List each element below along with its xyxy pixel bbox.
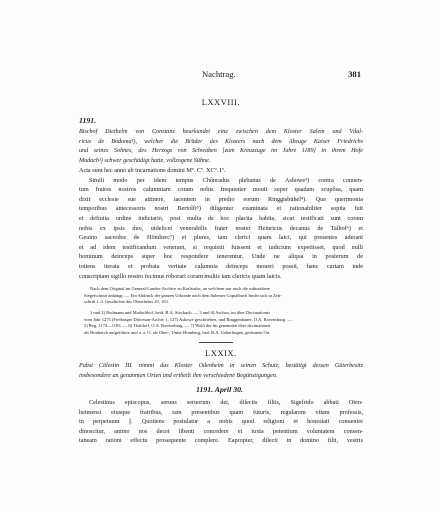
- text-line: et ad idem testificandum venerant, si requisiti fuissent et iudicium expetiisset, quod nulli: [79, 243, 363, 251]
- section-title: Nachtrag.: [202, 69, 236, 79]
- text-line: et definita ordine iudiciario, post multa de hoc placita habita, sicut testificati sunt coram: [79, 214, 363, 222]
- running-header: [77, 69, 361, 81]
- document-number: LXXIX.: [205, 349, 237, 358]
- text-line: Celestinus episcopus, seruus seruorum dei, dilectis filiis, Sigefrido abbati Oten-: [89, 399, 363, 406]
- text-line: heimensi eiusque fratribus, tam presentibus quam futuris, regularem vitam professis,: [79, 408, 363, 416]
- text-line: Acta sunt hec anno ab incarnatione domini Mº. Cº. XCº. Iº.: [79, 167, 226, 174]
- text-line: conscriptam sigillo nostro fecimus roborari coram multis tam clericis quam laicis.: [79, 272, 282, 280]
- text-line: taneam rationi effectu prosequente complere. Eapropter, dilecti in domino filii, vestris: [79, 437, 363, 445]
- footnote-line: vom Jahr 1275 (Freiburger Diöcesan-Archiv 1, 127) Ashowe geschrieben, und Ringgenbauer, O.A. Ravensburg. —: [84, 316, 292, 322]
- source-note: [84, 286, 363, 306]
- note-line: schrift f. d. Geschichte des Oberrheins 29, 163.: [84, 299, 169, 304]
- document-summary: [79, 128, 363, 166]
- text-line: hominum deinceps super hoc respondere tenerentur. Unde ne aliqua in posterum de: [79, 253, 363, 261]
- text-line: dixit ecclesie sue attinere, iacentem in predio eorum Ringgisbühel⁴). Que querimonia: [79, 195, 363, 203]
- separator-rule: [199, 342, 233, 343]
- document-summary: [79, 362, 363, 381]
- summary-line: und seines Sohnes, des Herzogs von Schwaben [zum Kreuzzuge im Jahre 1189] in ihrem Hofe: [79, 148, 363, 155]
- text-line: Geuino sacerdos de Hömberc⁷) et plures, tam clerici quam laici, qui presentes aderant: [79, 234, 363, 242]
- document-year: 1191.: [79, 116, 97, 125]
- note-line: Nach dem Original im General-Landes-Archive zu Karlsruhe, an welchem nur noch die rothseidene: [90, 286, 270, 291]
- text-line: tum fratres nostros calumniam coram nobis frequenter mouit super quadam scupôsa, quam: [79, 186, 363, 194]
- summary-line: Pabst Cölestin III. nimmt das Kloster Odenheim in seinen Schutz, bestätigt dessen Güterbesitz: [79, 363, 363, 369]
- summary-line: Madach²) schwer geschädigt hatte, vollzogene Sühne.: [79, 157, 211, 164]
- summary-line: Bischof Diethelm von Constanz beurkundet eine zwischen dem Kloster Salem und Vdal-: [79, 129, 363, 135]
- document-number: LXXVIII.: [201, 98, 241, 107]
- document-date: 1191. April 30.: [196, 385, 243, 394]
- summary-line: insbesondere an genannten Orten und ertheilt ihm verschiedene Begünstigungen.: [79, 372, 278, 379]
- footnote-line: 1 und 2) Bodmann und Madachhof, beid. B.A. Stockach. — 3 und 4) Aschau, im über Decimationis: [90, 310, 270, 315]
- text-line: totiens iterata et probata veritate calumnia deinceps moueri possit, hanc cartam inde: [79, 262, 363, 270]
- note-line: Siegelschnur anhängt. — Ein Abdruck der ganzen Urkunde nach dem Salemer Copialbuch findet sich in Zeit-: [84, 292, 282, 298]
- page-number: 381: [348, 69, 361, 79]
- text-line: nobis ex ipsis duo, uidelicet venerabilis frater noster Heinricus decanus de Talhof⁶) et: [79, 224, 363, 232]
- text-line: Simili modo per idem tempus Chônradus plebanus de Ashowe³) contra conuen-: [89, 176, 363, 184]
- document-text: [79, 166, 363, 281]
- footnote-line: als Honberch aufgeführte und a. a. O. als Ober-, Unter-Homberg, bad. B.A. Ueberlingen, gedeutete Ort.: [84, 329, 271, 335]
- document-text: [79, 398, 363, 446]
- footnotes: [84, 310, 363, 336]
- text-line: temporibus antecessoris nostri Bertolfi⁵) diligenter examinata et rationabiliter sopita fuit: [79, 205, 363, 213]
- text-line: dinoscitur, animo nos decet libenti concedere et iuxta petentium voluntatem consen-: [79, 427, 363, 435]
- text-line: in perpetuum ||. Quotiens postulatur a nobis quod religioni et honestati conuenire: [79, 418, 363, 426]
- summary-line: ricus de Bodoma¹), welcher die Brüder des Klosters nach dem Abzuge Kaiser Friedrichs: [79, 138, 363, 145]
- footnote-line: 5) Reg. 1174—1183. — 6) Thaldorf, O.A. Ravensburg. — 7) Wohl der im genannten über decimationis: [84, 323, 271, 329]
